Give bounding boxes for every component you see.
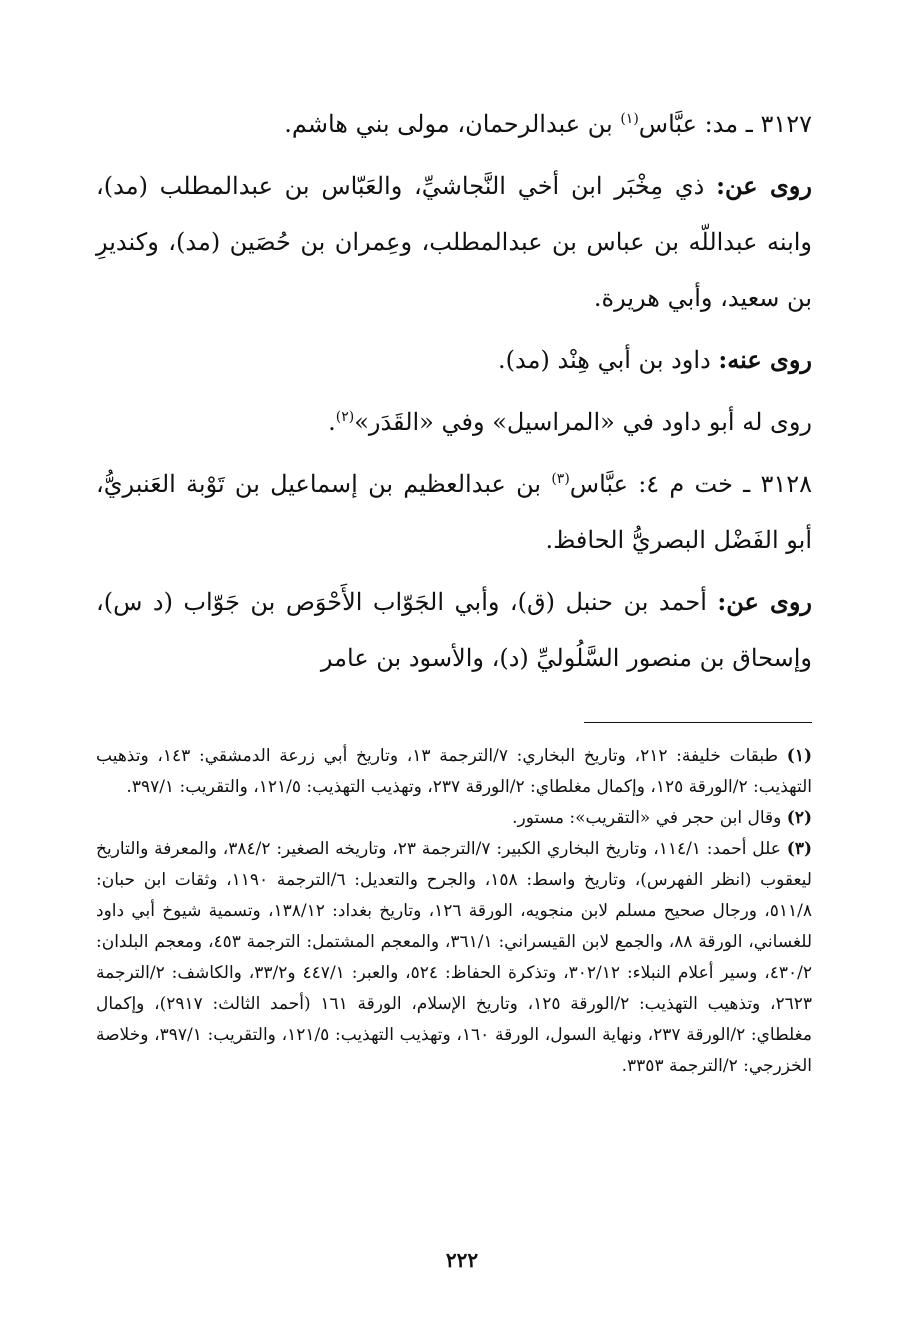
entry-paragraph — [96, 332, 812, 388]
footnote-reference: (١) — [620, 111, 639, 127]
section-label: روى عنه: — [718, 345, 812, 374]
footnote-number: (٢) — [786, 808, 812, 828]
entry-heading — [96, 456, 812, 568]
footnote — [96, 741, 812, 803]
text-run: ٣١٢٧ ـ مد: عبَّاس — [638, 110, 812, 138]
entry-heading — [96, 96, 812, 152]
footnote-number: (١) — [786, 746, 812, 766]
footnote-number: (٣) — [786, 839, 813, 859]
entry-paragraph — [96, 158, 812, 326]
text-run: ذي مِخْبَر ابن أخي النَّجاشيِّ، والعَبّاس بن عبدالمطلب (مد)، وابنه عبداللّه بن عباس بن عبدالمطلب، وعِمران بن حُصَين (مد)، وكنديرِ بن سعيد، وأبي هريرة. — [96, 172, 812, 312]
text-run: ٣١٢٨ ـ خت م ٤: عبَّاس — [569, 470, 812, 498]
text-run: روى له أبو داود في «المراسيل» وفي «القَدَر» — [354, 408, 812, 436]
footnote-text: طبقات خليفة: ٢١٢، وتاريخ البخاري: ٧/الترجمة ١٣، وتاريخ أبي زرعة الدمشقي: ١٤٣، وتذهيب التهذيب: ٢/الورقة ١٢٥، وإكمال مغلطاي: ٢/الورقة ٢٣٧، وتهذيب التهذيب: ١٢١/٥، والتقريب: ٣٩٧/١. — [96, 746, 812, 797]
main-text — [96, 96, 812, 686]
footnote-text: علل أحمد: ١١٤/١، وتاريخ البخاري الكبير: ٧/الترجمة ٢٣، وتاريخه الصغير: ٣٨٤/٢، والمعرفة والتاريخ ليعقوب (انظر الفهرس)، وتاريخ واسط: ١٥٨، والجرح والتعديل: ٦/الترجمة ١١٩٠، وثقات ابن حبان: ٥١١/٨، ورجال صحيح مسلم لابن منجويه، الورقة ١٢٦، وتاريخ بغداد: ١٣٨/١٢، وتسمية شيوخ أبي داود للغساني، الورقة ٨٨، والجمع لابن القيسراني: ٣٦١/١، والمعجم المشتمل: الترجمة ٤٥٣، ومعجم البلدان: ٤٣٠/٢، وسير أعلام النبلاء: ٣٠٢/١٢، وتذكرة الحفاظ: ٥٢٤، والعبر: ٤٤٧/١ و٣٣/٢، والكاشف: ٢/الترجمة ٢٦٢٣، وتذهيب التهذيب: ٢/الورقة ١٢٥، وتاريخ الإسلام، الورقة ١٦١ (أحمد الثالث: ٢٩١٧)، وإكمال مغلطاي: ٢/الورقة ٢٣٧، ونهاية السول، الورقة ١٦٠، وتهذيب التهذيب: ١٢١/٥، والتقريب: ٣٩٧/١، وخلاصة الخزرجي: ٢/الترجمة ٣٣٥٣. — [96, 839, 813, 1076]
page-number: ٢٢٢ — [445, 1248, 479, 1272]
section-label: روى عن: — [717, 587, 812, 616]
section-label: روى عن: — [716, 171, 812, 200]
text-run: بن عبدالرحمان، مولى بني هاشم. — [284, 110, 621, 138]
footnote-reference: (٣) — [551, 471, 570, 487]
footnote — [96, 834, 812, 1082]
footnote-text: وقال ابن حجر في «التقريب»: مستور. — [512, 808, 787, 828]
footnote — [96, 803, 812, 834]
footnote-reference: (٢) — [335, 409, 355, 425]
entry-paragraph — [96, 394, 812, 450]
entry-paragraph — [96, 574, 812, 686]
text-run: . — [328, 408, 336, 436]
text-run: أحمد بن حنبل (ق)، وأبي الجَوّاب الأَحْوَص بن جَوّاب (د س)، وإسحاق بن منصور السَّلُوليِّ (د)، والأسود بن عامر — [96, 588, 812, 672]
text-run: بن عبدالعظيم بن إسماعيل بن تَوْبة العَنبريُّ، أبو الفَضْل البصريُّ الحافظ. — [96, 470, 812, 554]
book-page — [96, 96, 812, 1286]
footnotes — [96, 741, 812, 1082]
footnote-divider — [584, 722, 812, 723]
text-run: داود بن أبي هِنْد (مد). — [498, 346, 719, 374]
